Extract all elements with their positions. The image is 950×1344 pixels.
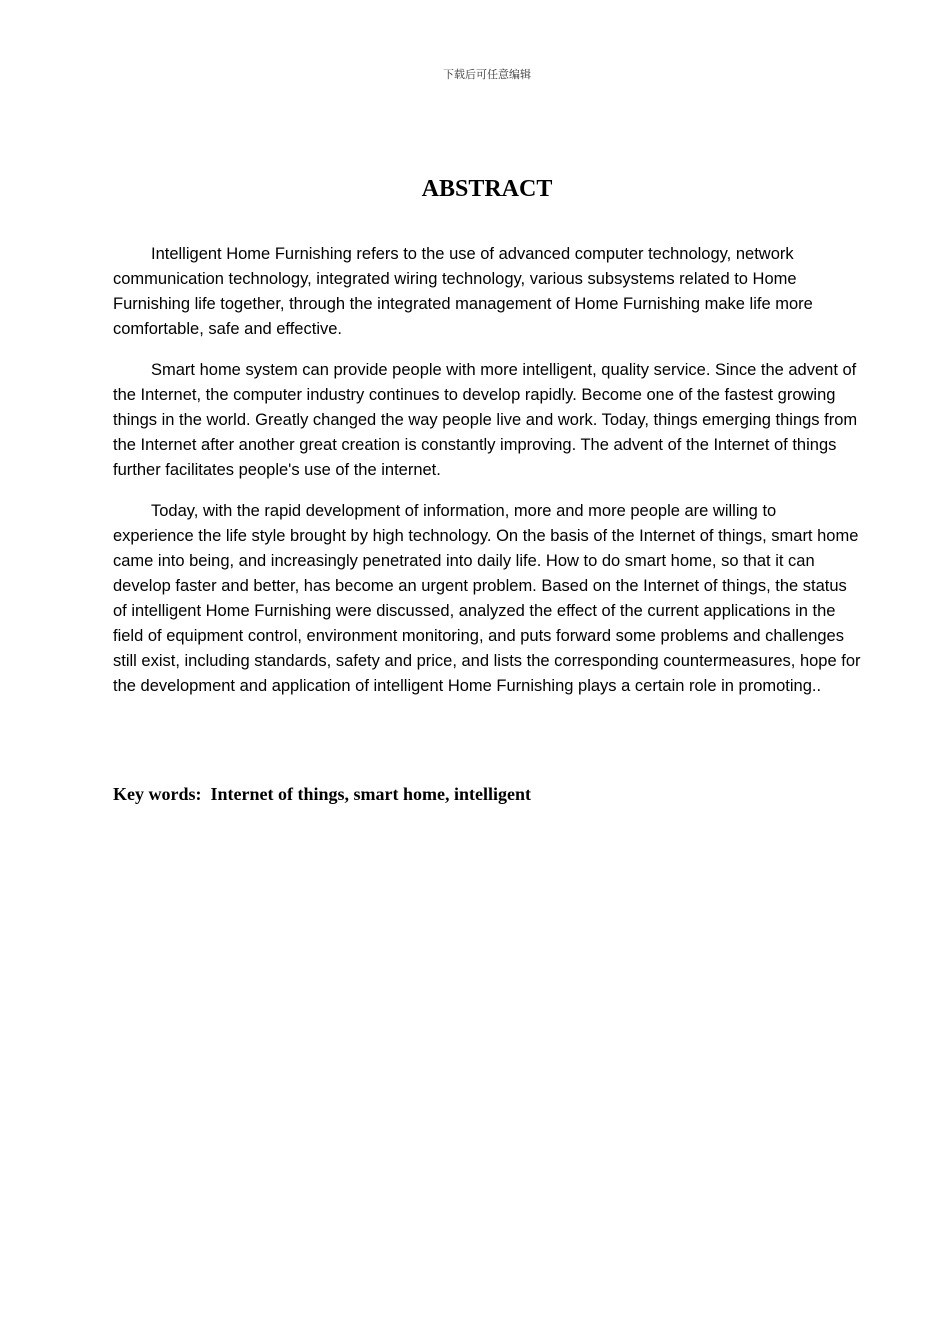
keywords-label: Key words: xyxy=(113,784,202,804)
abstract-paragraph-2: Smart home system can provide people with more intelligent, quality service. Since the advent of the Internet, the computer industry continues to develop rapidly. Become one of the fastest growing things in the world. Greatly changed the way people live and work. Today, things emerging things from the Internet after another great creation is constantly improving. The advent of the Internet of things further facilitates people's use of the internet. xyxy=(113,361,858,479)
keywords-line xyxy=(113,784,861,805)
header-note: 下载后可任意编辑 xyxy=(443,68,531,81)
abstract-paragraph-3: Today, with the rapid development of information, more and more people are willing to experience the life style brought by high technology. On the basis of the Internet of things, smart home came into being, and increasingly penetrated into daily life. How to do smart home, so that it can develop faster and better, has become an urgent problem. Based on the Internet of things, the status of intelligent Home Furnishing were discussed, analyzed the effect of the current applications in the field of equipment control, environment monitoring, and puts forward some problems and challenges still exist, including standards, safety and price, and lists the corresponding countermeasures, hope for the development and application of intelligent Home Furnishing plays a certain role in promoting.. xyxy=(113,502,861,695)
keywords-value: Internet of things, smart home, intelligent xyxy=(210,784,531,804)
abstract-paragraph-1: Intelligent Home Furnishing refers to the use of advanced computer technology, network communication technology, integrated wiring technology, various subsystems related to Home Furnishing life together, through the integrated management of Home Furnishing make life more comfortable, safe and effective. xyxy=(113,245,813,338)
page-title: ABSTRACT xyxy=(421,176,553,202)
abstract-body xyxy=(113,242,861,715)
